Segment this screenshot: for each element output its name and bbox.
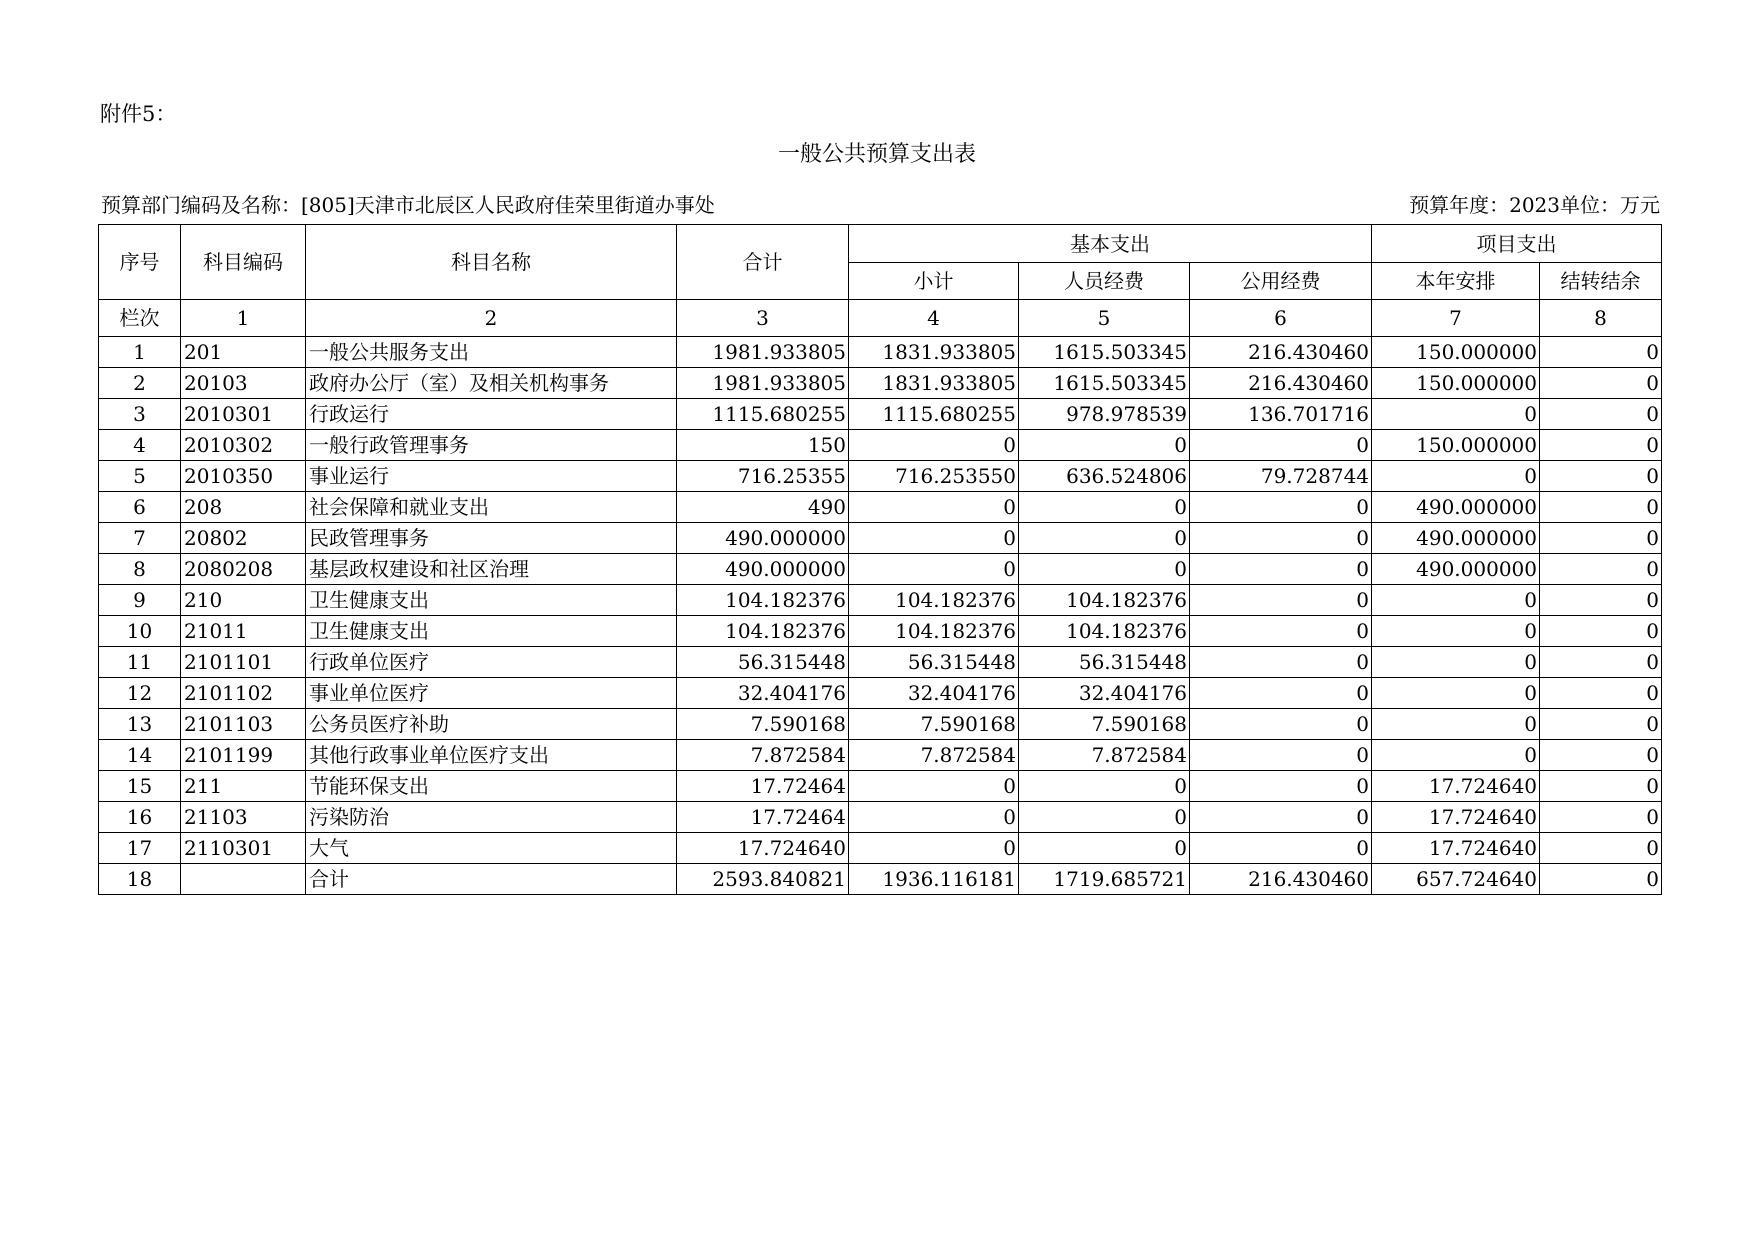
table-row xyxy=(99,864,1662,895)
cell-subtotal: 1831.933805 xyxy=(849,337,1019,368)
cell-seq: 3 xyxy=(99,399,181,430)
cell-subtotal: 1831.933805 xyxy=(849,368,1019,399)
cell-current-year: 490.000000 xyxy=(1372,523,1540,554)
cell-name: 合计 xyxy=(306,864,677,895)
cell-personnel: 7.590168 xyxy=(1019,709,1190,740)
column-number: 1 xyxy=(181,300,306,337)
cell-current-year: 150.000000 xyxy=(1372,430,1540,461)
cell-public: 0 xyxy=(1190,616,1372,647)
cell-seq: 7 xyxy=(99,523,181,554)
cell-seq: 2 xyxy=(99,368,181,399)
cell-current-year: 0 xyxy=(1372,647,1540,678)
cell-subtotal: 7.872584 xyxy=(849,740,1019,771)
cell-total: 104.182376 xyxy=(677,585,849,616)
cell-personnel: 0 xyxy=(1019,492,1190,523)
attachment-label: 附件5： xyxy=(100,102,177,126)
cell-name: 一般公共服务支出 xyxy=(306,337,677,368)
cell-code: 2010301 xyxy=(181,399,306,430)
cell-current-year: 0 xyxy=(1372,616,1540,647)
cell-current-year: 17.724640 xyxy=(1372,771,1540,802)
cell-seq: 11 xyxy=(99,647,181,678)
cell-total: 1981.933805 xyxy=(677,337,849,368)
cell-current-year: 0 xyxy=(1372,678,1540,709)
header-personnel: 人员经费 xyxy=(1019,263,1190,300)
cell-public: 216.430460 xyxy=(1190,337,1372,368)
column-number-row xyxy=(99,300,1662,337)
table-row xyxy=(99,740,1662,771)
cell-name: 基层政权建设和社区治理 xyxy=(306,554,677,585)
cell-current-year: 150.000000 xyxy=(1372,337,1540,368)
cell-code: 211 xyxy=(181,771,306,802)
cell-public: 136.701716 xyxy=(1190,399,1372,430)
cell-public: 0 xyxy=(1190,647,1372,678)
cell-name: 节能环保支出 xyxy=(306,771,677,802)
cell-carryover: 0 xyxy=(1540,461,1662,492)
cell-personnel: 636.524806 xyxy=(1019,461,1190,492)
cell-public: 0 xyxy=(1190,709,1372,740)
cell-total: 490 xyxy=(677,492,849,523)
cell-carryover: 0 xyxy=(1540,554,1662,585)
cell-code: 20802 xyxy=(181,523,306,554)
cell-personnel: 1615.503345 xyxy=(1019,337,1190,368)
cell-carryover: 0 xyxy=(1540,678,1662,709)
header-public: 公用经费 xyxy=(1190,263,1372,300)
table-row xyxy=(99,585,1662,616)
cell-name: 污染防治 xyxy=(306,802,677,833)
cell-seq: 13 xyxy=(99,709,181,740)
cell-carryover: 0 xyxy=(1540,771,1662,802)
cell-seq: 15 xyxy=(99,771,181,802)
cell-current-year: 0 xyxy=(1372,399,1540,430)
cell-carryover: 0 xyxy=(1540,430,1662,461)
cell-public: 0 xyxy=(1190,771,1372,802)
cell-public: 0 xyxy=(1190,802,1372,833)
header-seq: 序号 xyxy=(99,225,181,300)
cell-total: 7.590168 xyxy=(677,709,849,740)
header-project: 项目支出 xyxy=(1372,225,1662,263)
cell-name: 其他行政事业单位医疗支出 xyxy=(306,740,677,771)
cell-personnel: 0 xyxy=(1019,802,1190,833)
cell-subtotal: 104.182376 xyxy=(849,585,1019,616)
cell-total: 716.25355 xyxy=(677,461,849,492)
table-row xyxy=(99,771,1662,802)
cell-code: 2010302 xyxy=(181,430,306,461)
cell-seq: 6 xyxy=(99,492,181,523)
cell-carryover: 0 xyxy=(1540,585,1662,616)
cell-personnel: 978.978539 xyxy=(1019,399,1190,430)
table-row xyxy=(99,461,1662,492)
cell-total: 1981.933805 xyxy=(677,368,849,399)
cell-public: 0 xyxy=(1190,833,1372,864)
table-row xyxy=(99,709,1662,740)
table-row xyxy=(99,833,1662,864)
column-number: 7 xyxy=(1372,300,1540,337)
header-total: 合计 xyxy=(677,225,849,300)
cell-seq: 9 xyxy=(99,585,181,616)
cell-name: 事业单位医疗 xyxy=(306,678,677,709)
column-number: 4 xyxy=(849,300,1019,337)
cell-carryover: 0 xyxy=(1540,337,1662,368)
cell-code: 2101199 xyxy=(181,740,306,771)
cell-current-year: 17.724640 xyxy=(1372,802,1540,833)
column-number: 6 xyxy=(1190,300,1372,337)
department-label: 预算部门编码及名称：[805]天津市北辰区人民政府佳荣里街道办事处 xyxy=(101,193,715,217)
cell-subtotal: 0 xyxy=(849,554,1019,585)
cell-subtotal: 0 xyxy=(849,771,1019,802)
cell-name: 行政运行 xyxy=(306,399,677,430)
cell-total: 490.000000 xyxy=(677,523,849,554)
cell-subtotal: 104.182376 xyxy=(849,616,1019,647)
cell-name: 卫生健康支出 xyxy=(306,616,677,647)
cell-carryover: 0 xyxy=(1540,833,1662,864)
cell-code xyxy=(181,864,306,895)
cell-code: 2080208 xyxy=(181,554,306,585)
cell-current-year: 17.724640 xyxy=(1372,833,1540,864)
cell-code: 2101101 xyxy=(181,647,306,678)
header-subtotal: 小计 xyxy=(849,263,1019,300)
cell-code: 2010350 xyxy=(181,461,306,492)
cell-code: 21103 xyxy=(181,802,306,833)
header-name: 科目名称 xyxy=(306,225,677,300)
cell-seq: 18 xyxy=(99,864,181,895)
header-basic: 基本支出 xyxy=(849,225,1372,263)
cell-code: 21011 xyxy=(181,616,306,647)
cell-name: 社会保障和就业支出 xyxy=(306,492,677,523)
cell-name: 卫生健康支出 xyxy=(306,585,677,616)
cell-public: 216.430460 xyxy=(1190,864,1372,895)
cell-seq: 8 xyxy=(99,554,181,585)
cell-code: 210 xyxy=(181,585,306,616)
cell-name: 政府办公厅（室）及相关机构事务 xyxy=(306,368,677,399)
cell-public: 0 xyxy=(1190,430,1372,461)
cell-public: 216.430460 xyxy=(1190,368,1372,399)
cell-current-year: 0 xyxy=(1372,709,1540,740)
cell-public: 0 xyxy=(1190,554,1372,585)
year-unit-label: 预算年度：2023单位：万元 xyxy=(1409,193,1660,217)
cell-code: 2101103 xyxy=(181,709,306,740)
cell-subtotal: 0 xyxy=(849,833,1019,864)
cell-seq: 17 xyxy=(99,833,181,864)
cell-subtotal: 32.404176 xyxy=(849,678,1019,709)
cell-current-year: 490.000000 xyxy=(1372,492,1540,523)
cell-carryover: 0 xyxy=(1540,368,1662,399)
cell-name: 民政管理事务 xyxy=(306,523,677,554)
cell-public: 0 xyxy=(1190,585,1372,616)
cell-name: 大气 xyxy=(306,833,677,864)
column-number: 5 xyxy=(1019,300,1190,337)
cell-code: 201 xyxy=(181,337,306,368)
cell-name: 行政单位医疗 xyxy=(306,647,677,678)
cell-seq: 14 xyxy=(99,740,181,771)
cell-personnel: 104.182376 xyxy=(1019,585,1190,616)
cell-total: 17.72464 xyxy=(677,802,849,833)
cell-personnel: 1719.685721 xyxy=(1019,864,1190,895)
cell-name: 一般行政管理事务 xyxy=(306,430,677,461)
cell-name: 公务员医疗补助 xyxy=(306,709,677,740)
cell-personnel: 1615.503345 xyxy=(1019,368,1190,399)
cell-carryover: 0 xyxy=(1540,802,1662,833)
cell-seq: 5 xyxy=(99,461,181,492)
column-number: 3 xyxy=(677,300,849,337)
cell-total: 17.72464 xyxy=(677,771,849,802)
cell-total: 104.182376 xyxy=(677,616,849,647)
table-row xyxy=(99,430,1662,461)
header-code: 科目编码 xyxy=(181,225,306,300)
cell-total: 2593.840821 xyxy=(677,864,849,895)
cell-personnel: 7.872584 xyxy=(1019,740,1190,771)
cell-subtotal: 716.253550 xyxy=(849,461,1019,492)
cell-subtotal: 0 xyxy=(849,430,1019,461)
cell-total: 17.724640 xyxy=(677,833,849,864)
page-title: 一般公共预算支出表 xyxy=(777,142,976,167)
cell-carryover: 0 xyxy=(1540,864,1662,895)
cell-total: 490.000000 xyxy=(677,554,849,585)
cell-public: 79.728744 xyxy=(1190,461,1372,492)
column-number: 8 xyxy=(1540,300,1662,337)
cell-subtotal: 1115.680255 xyxy=(849,399,1019,430)
table-row xyxy=(99,616,1662,647)
cell-public: 0 xyxy=(1190,678,1372,709)
cell-carryover: 0 xyxy=(1540,616,1662,647)
cell-carryover: 0 xyxy=(1540,399,1662,430)
cell-seq: 12 xyxy=(99,678,181,709)
table-row xyxy=(99,368,1662,399)
cell-carryover: 0 xyxy=(1540,523,1662,554)
cell-seq: 16 xyxy=(99,802,181,833)
table-row xyxy=(99,337,1662,368)
cell-personnel: 56.315448 xyxy=(1019,647,1190,678)
table-row xyxy=(99,802,1662,833)
table-row xyxy=(99,554,1662,585)
header-carryover: 结转结余 xyxy=(1540,263,1662,300)
table-row xyxy=(99,647,1662,678)
cell-total: 56.315448 xyxy=(677,647,849,678)
cell-total: 150 xyxy=(677,430,849,461)
cell-subtotal: 0 xyxy=(849,492,1019,523)
cell-public: 0 xyxy=(1190,740,1372,771)
cell-personnel: 0 xyxy=(1019,833,1190,864)
budget-table xyxy=(98,224,1662,895)
cell-current-year: 657.724640 xyxy=(1372,864,1540,895)
table-row xyxy=(99,492,1662,523)
cell-current-year: 0 xyxy=(1372,585,1540,616)
cell-carryover: 0 xyxy=(1540,740,1662,771)
cell-personnel: 0 xyxy=(1019,523,1190,554)
cell-public: 0 xyxy=(1190,523,1372,554)
table-row xyxy=(99,399,1662,430)
cell-public: 0 xyxy=(1190,492,1372,523)
cell-code: 208 xyxy=(181,492,306,523)
cell-current-year: 490.000000 xyxy=(1372,554,1540,585)
table-row xyxy=(99,678,1662,709)
cell-seq: 4 xyxy=(99,430,181,461)
cell-subtotal: 0 xyxy=(849,523,1019,554)
cell-subtotal: 56.315448 xyxy=(849,647,1019,678)
cell-personnel: 0 xyxy=(1019,430,1190,461)
cell-current-year: 0 xyxy=(1372,740,1540,771)
cell-personnel: 104.182376 xyxy=(1019,616,1190,647)
cell-code: 2101102 xyxy=(181,678,306,709)
cell-code: 2110301 xyxy=(181,833,306,864)
cell-personnel: 32.404176 xyxy=(1019,678,1190,709)
cell-carryover: 0 xyxy=(1540,709,1662,740)
cell-current-year: 150.000000 xyxy=(1372,368,1540,399)
cell-code: 20103 xyxy=(181,368,306,399)
cell-subtotal: 1936.116181 xyxy=(849,864,1019,895)
column-number: 2 xyxy=(306,300,677,337)
header-current-year: 本年安排 xyxy=(1372,263,1540,300)
cell-subtotal: 0 xyxy=(849,802,1019,833)
table-row xyxy=(99,523,1662,554)
cell-seq: 1 xyxy=(99,337,181,368)
cell-total: 32.404176 xyxy=(677,678,849,709)
cell-total: 1115.680255 xyxy=(677,399,849,430)
cell-personnel: 0 xyxy=(1019,554,1190,585)
cell-subtotal: 7.590168 xyxy=(849,709,1019,740)
cell-personnel: 0 xyxy=(1019,771,1190,802)
cell-seq: 10 xyxy=(99,616,181,647)
cell-current-year: 0 xyxy=(1372,461,1540,492)
cell-carryover: 0 xyxy=(1540,492,1662,523)
cell-name: 事业运行 xyxy=(306,461,677,492)
cell-carryover: 0 xyxy=(1540,647,1662,678)
cell-total: 7.872584 xyxy=(677,740,849,771)
column-number: 栏次 xyxy=(99,300,181,337)
